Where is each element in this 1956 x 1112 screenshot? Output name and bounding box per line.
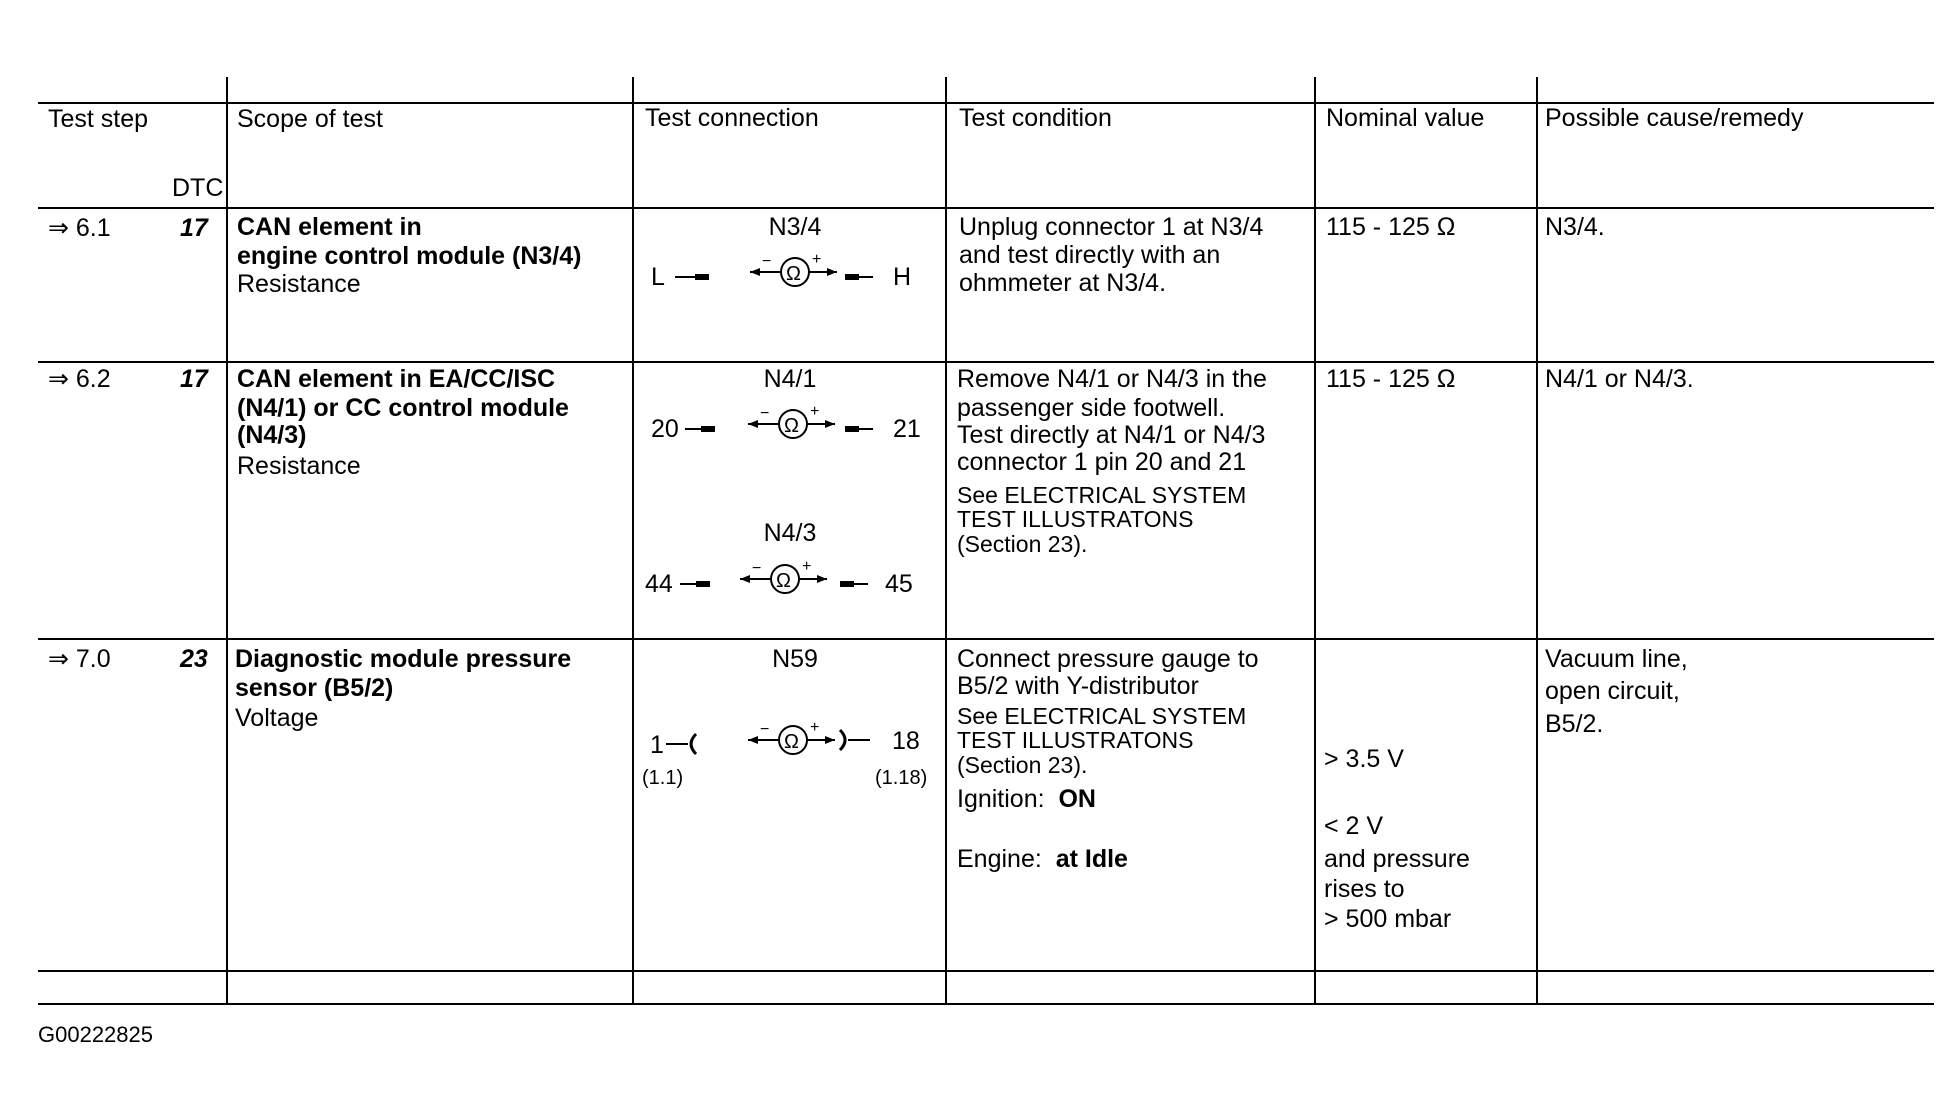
ohmmeter-icon [740,558,827,593]
ohmmeter-connection-diagram [645,402,935,452]
condition-text: Unplug connector 1 at N3/4 [959,213,1264,241]
column-divider [945,77,947,1004]
condition-text: Connect pressure gauge to [957,645,1259,673]
condition-reference: (Section 23). [957,752,1088,778]
condition-text: connector 1 pin 20 and 21 [957,448,1247,476]
scope-title: sensor (B5/2) [235,674,394,702]
condition-reference: TEST ILLUSTRATONS [957,727,1194,753]
svg-text:+: + [810,403,820,420]
table-bottom-rule [38,1003,1934,1005]
svg-text:−: − [760,405,770,422]
ignition-label: Ignition: [957,785,1045,813]
pin-label-left: 1 [650,731,664,759]
svg-text:+: + [810,722,820,736]
condition-text: Test directly at N4/1 or N4/3 [957,421,1266,449]
pin-label-left: L [651,263,665,291]
column-divider [1536,77,1538,1004]
column-divider [632,77,634,1004]
ohmmeter-connection-diagram [645,250,935,300]
connection-module: N3/4 [768,213,822,241]
scope-measurement: Voltage [235,704,319,732]
condition-reference: TEST ILLUSTRATONS [957,506,1194,532]
condition-reference: See ELECTRICAL SYSTEM [957,703,1247,729]
sensor-connection-diagram [640,722,940,792]
scope-title: (N4/1) or CC control module [237,394,569,422]
condition-text: Remove N4/1 or N4/3 in the [957,365,1267,393]
svg-text:Ω: Ω [776,570,791,592]
nominal-value: 115 - 125 Ω [1326,213,1456,241]
connection-module: N4/1 [763,365,817,393]
header-remedy: Possible cause/remedy [1545,104,1804,132]
condition-ignition [957,785,1096,814]
ohmmeter-icon [748,403,835,438]
header-scope: Scope of test [237,105,383,133]
nominal-value: rises to [1324,875,1405,903]
column-divider [1314,77,1316,1004]
scope-title: (N4/3) [237,421,307,449]
pin-label-left: 20 [651,415,679,443]
condition-text: passenger side footwell. [957,394,1226,422]
remedy-text: B5/2. [1545,710,1604,738]
engine-value: at Idle [1055,845,1128,873]
pin-label-right: H [893,263,912,291]
test-step: ⇒ 6.2 [48,365,111,393]
condition-text: ohmmeter at N3/4. [959,269,1167,297]
svg-text:+: + [802,558,812,575]
svg-text:Ω: Ω [784,415,799,437]
row-divider [38,638,1934,640]
condition-reference: See ELECTRICAL SYSTEM [957,482,1247,508]
dtc-code: 17 [180,365,208,393]
dtc-code: 17 [180,214,208,242]
connection-module: N59 [772,645,818,673]
row-divider [38,361,1934,363]
header-dtc: DTC [172,174,224,202]
scope-title: CAN element in [237,213,422,241]
ohmmeter-icon [750,251,837,286]
nominal-value: 115 - 125 Ω [1326,365,1456,393]
nominal-value: and pressure [1324,845,1470,873]
remedy-text: open circuit, [1545,677,1680,705]
svg-text:Ω: Ω [786,263,801,285]
header-condition: Test condition [959,104,1112,132]
scope-title: CAN element in EA/CC/ISC [237,365,556,393]
engine-label: Engine: [957,845,1042,873]
pin-sublabel-left: (1.1) [642,767,684,789]
header-connection: Test connection [645,104,819,132]
svg-text:Ω: Ω [784,731,799,753]
ignition-value: ON [1058,785,1096,813]
nominal-value: > 500 mbar [1324,905,1452,933]
remedy-text: N3/4. [1545,213,1605,241]
ohmmeter-icon [748,722,835,754]
svg-text:−: − [762,253,772,270]
pin-label-left: 44 [645,570,673,598]
scope-title: Diagnostic module pressure [235,645,572,673]
remedy-text: Vacuum line, [1545,645,1688,673]
condition-text: and test directly with an [959,241,1221,269]
scope-measurement: Resistance [237,452,361,480]
header-test-step: Test step [48,105,149,133]
ohmmeter-connection-diagram [640,557,935,607]
pin-sublabel-right: (1.18) [875,767,928,789]
scope-measurement: Resistance [237,270,361,298]
header-nominal: Nominal value [1326,104,1485,132]
pin-label-right: 18 [892,727,920,755]
condition-text: B5/2 with Y-distributor [957,672,1199,700]
test-step: ⇒ 6.1 [48,214,111,242]
header-bottom-rule [38,207,1934,209]
remedy-text: N4/1 or N4/3. [1545,365,1694,393]
connection-module: N4/3 [763,519,817,547]
row-divider [38,970,1934,972]
nominal-value: > 3.5 V [1324,745,1404,773]
pin-label-right: 21 [893,415,921,443]
pin-label-right: 45 [885,570,913,598]
figure-id: G00222825 [38,1022,153,1047]
svg-text:−: − [752,560,762,577]
nominal-value: < 2 V [1324,812,1384,840]
svg-text:−: − [760,722,770,738]
scope-title: engine control module (N3/4) [237,242,582,270]
dtc-code: 23 [180,645,208,673]
condition-reference: (Section 23). [957,531,1088,557]
test-step: ⇒ 7.0 [48,645,111,673]
column-divider [226,77,228,1004]
condition-engine [957,845,1128,874]
svg-text:+: + [812,251,822,268]
